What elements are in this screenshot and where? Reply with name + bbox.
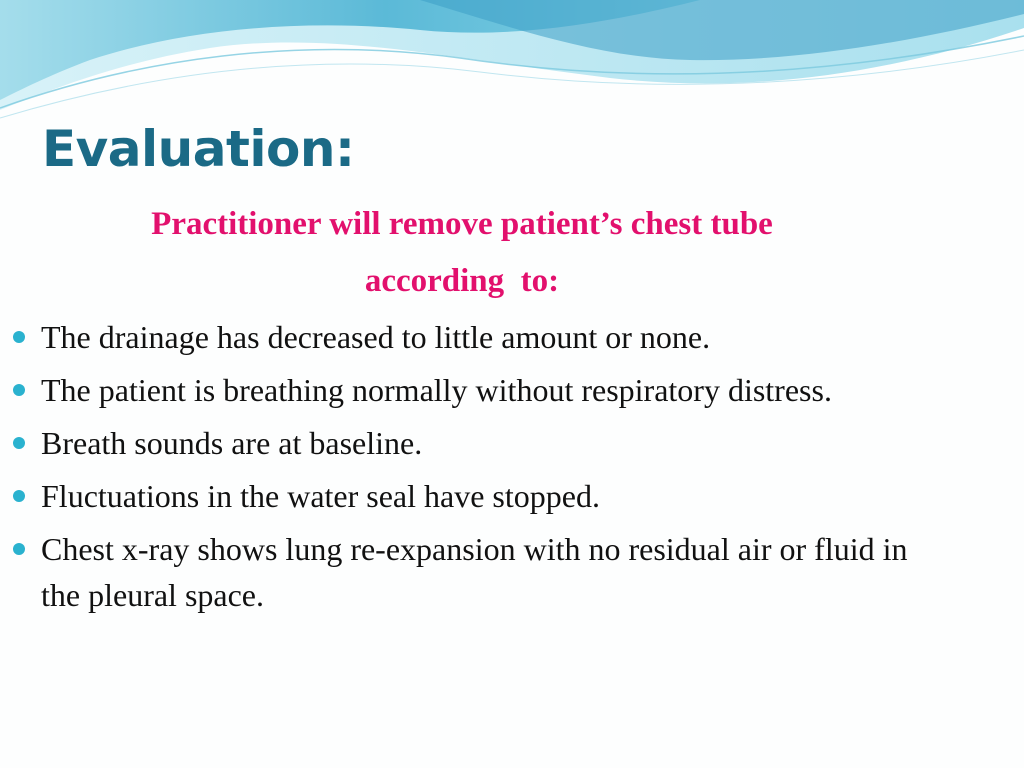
bullet-item — [0, 367, 910, 413]
slide-title: Evaluation: — [42, 120, 355, 178]
bullet-item — [0, 420, 910, 466]
bullet-text: Breath sounds are at baseline. — [41, 425, 423, 461]
subtitle-line-2: according to: — [364, 263, 560, 299]
bullet-text: The patient is breathing normally without respiratory distress. — [41, 372, 832, 408]
bullet-text: Fluctuations in the water seal have stopped. — [41, 478, 600, 514]
bullet-item — [0, 473, 910, 519]
subtitle-line-1: Practitioner will remove patient’s chest tube — [151, 206, 773, 242]
bullet-marker-icon — [13, 490, 25, 502]
bullet-marker-icon — [13, 331, 25, 343]
bullet-item — [0, 526, 910, 618]
bullet-marker-icon — [13, 384, 25, 396]
bullet-text: Chest x-ray shows lung re-expansion with no residual air or fluid in the pleural space. — [41, 531, 908, 613]
bullet-marker-icon — [13, 543, 25, 555]
bullet-text: The drainage has decreased to little amount or none. — [41, 319, 711, 355]
bullet-list — [0, 314, 910, 625]
bullet-item — [0, 314, 910, 360]
bullet-marker-icon — [13, 437, 25, 449]
header-wave-decoration — [0, 0, 1024, 130]
slide-subtitle — [0, 196, 924, 310]
